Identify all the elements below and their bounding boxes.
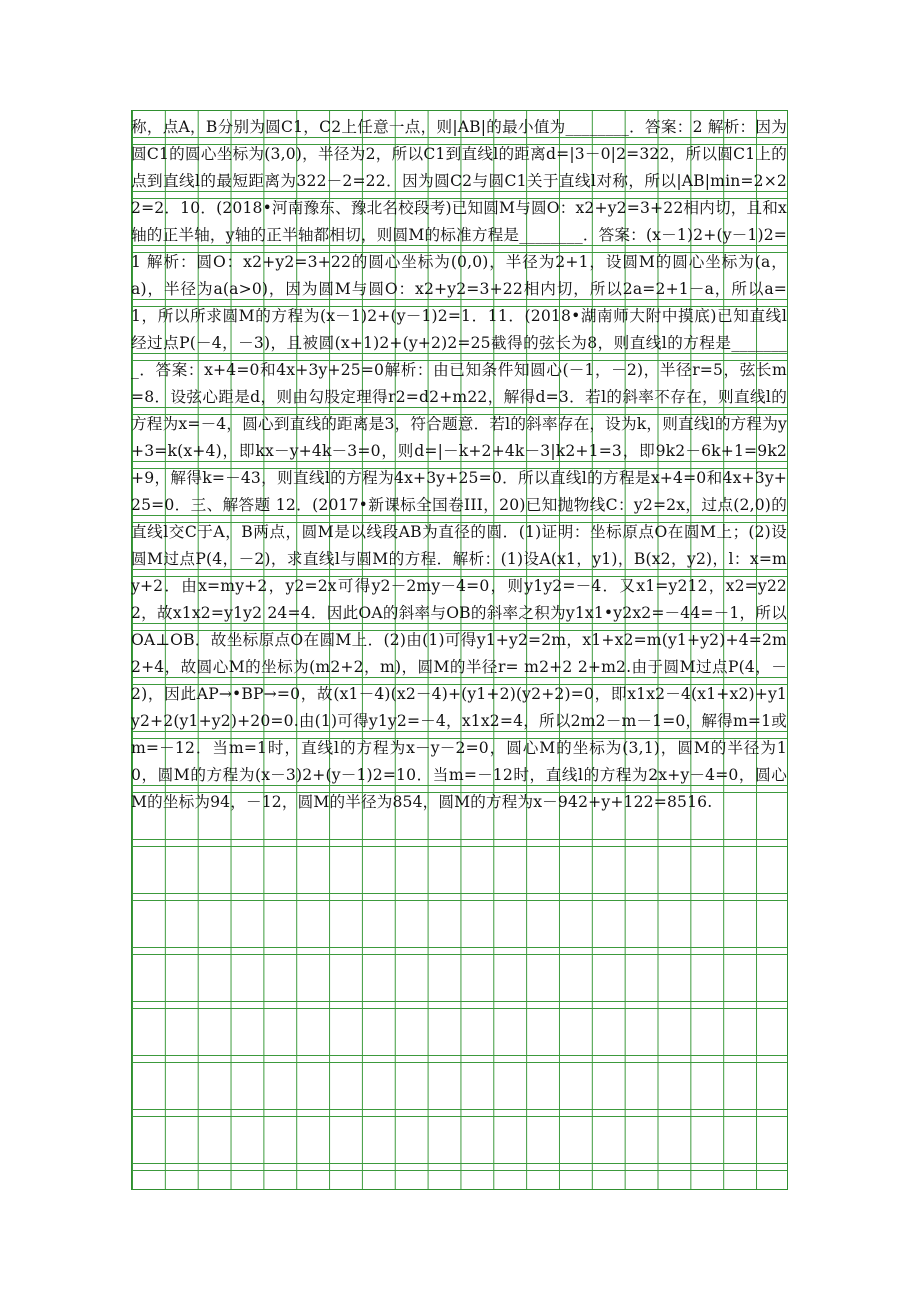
document-body-text: 称，点A，B分别为圆C1，C2上任意一点，则|AB|的最小值为________．答案：2 解析：因为圆C1的圆心坐标为(3,0)，半径为2，所以C1到直线l的距离d=|3－0|2=322，所以圆C1上的点到直线l的最短距离为322－2=22．因为圆C2与圆C1关于直线l对称，所以|AB|min=2×22=2．10．(2018•河南豫东、豫北名校段考)已知圆M与圆O：x2+y2=3+22相内切，且和x轴的正半轴，y轴的正半轴都相切，则圆M的标准方程是________．答案：(x－1)2+(y－1)2=1 解析：圆O：x2+y2=3+22的圆心坐标为(0,0)，半径为2+1，设圆M的圆心坐标为(a，a)，半径为a(a>0)，因为圆M与圆O：x2+y2=3+22相内切，所以2a=2+1－a，所以a=1，所以所求圆M的方程为(x－1)2+(y－1)2=1．11．(2018•湖南师大附中摸底)已知直线l经过点P(－4，－3)，且被圆(x+1)2+(y+2)2=25截得的弦长为8，则直线l的方程是________．答案：x+4=0和4x+3y+25=0解析：由已知条件知圆心(－1，－2)，半径r=5，弦长m=8．设弦心距是d，则由勾股定理得r2=d2+m22，解得d=3．若l的斜率不存在，则直线l的方程为x=－4，圆心到直线的距离是3，符合题意．若l的斜率存在，设为k，则直线l的方程为y+3=k(x+4)，即kx－y+4k－3=0，则d=|－k+2+4k－3|k2+1=3，即9k2－6k+1=9k2+9，解得k=－43，则直线l的方程为4x+3y+25=0．所以直线l的方程是x+4=0和4x+3y+25=0．三、解答题 12．(2017•新课标全国卷III，20)已知抛物线C：y2=2x，过点(2,0)的直线l交C于A，B两点，圆M是以线段AB为直径的圆．(1)证明：坐标原点O在圆M上；(2)设圆M过点P(4，－2)，求直线l与圆M的方程．解析：(1)设A(x1，y1)，B(x2，y2)，l：x=my+2．由x=my+2，y2=2x可得y2－2my－4=0，则y1y2=－4．又x1=y212，x2=y222，故x1x2=y1y2 24=4．因此OA的斜率与OB的斜率之积为y1x1•y2x2=－44=－1，所以OA⊥OB．故坐标原点O在圆M上．(2)由(1)可得y1+y2=2m，x1+x2=m(y1+y2)+4=2m2+4，故圆心M的坐标为(m2+2，m)，圆M的半径r= m2+2 2+m2.由于圆M过点P(4，－2)，因此AP→•BP→=0，故(x1－4)(x2－4)+(y1+2)(y2+2)=0，即x1x2－4(x1+x2)+y1y2+2(y1+y2)+20=0.由(1)可得y1y2=－4，x1x2=4，所以2m2－m－1=0，解得m=1或m=－12．当m=1时，直线l的方程为x－y－2=0，圆心M的坐标为(3,1)，圆M的半径为10，圆M的方程为(x－3)2+(y－1)2=10．当m=－12时，直线l的方程为2x+y－4=0，圆心M的坐标为94，－12，圆M的半径为854，圆M的方程为x－942+y+122=8516.: [131, 118, 787, 811]
